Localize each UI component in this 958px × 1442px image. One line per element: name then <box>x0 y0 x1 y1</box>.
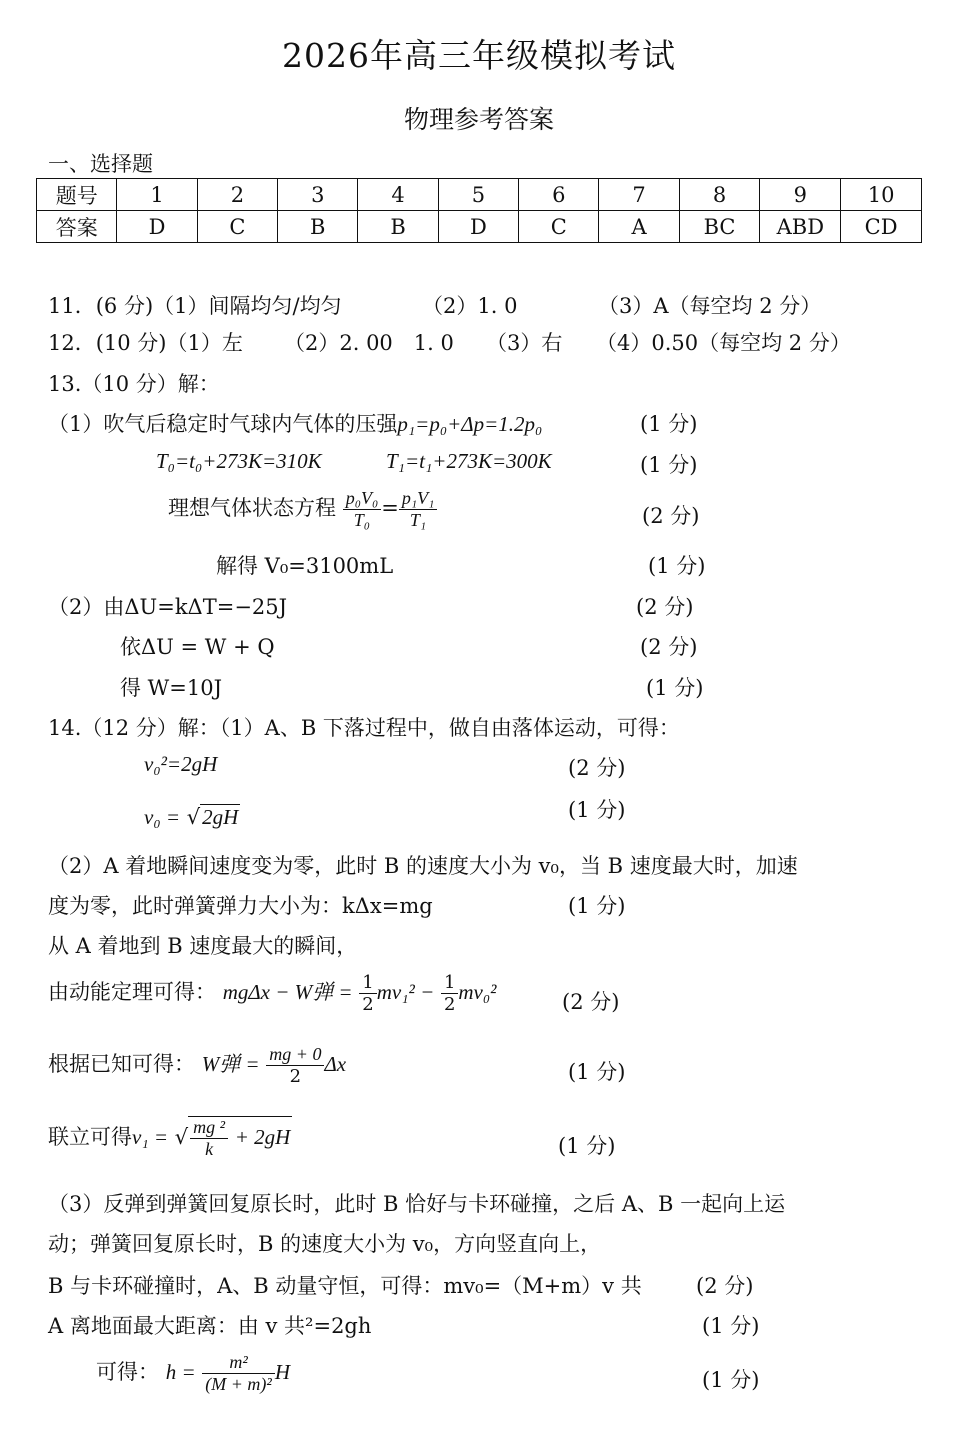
q14-p3-line4-score: (1 分) <box>702 1314 760 1338</box>
equals-sign: = <box>381 496 399 520</box>
table-cell: 2 <box>197 179 277 211</box>
q14-w-text: 根据已知可得： <box>48 1052 195 1076</box>
fraction-numerator: p₁V₁ <box>399 488 438 510</box>
q13-line1 <box>48 408 542 438</box>
table-cell: 9 <box>760 179 841 211</box>
fraction-numerator: mg + 0 <box>266 1044 324 1066</box>
q12-part3: （3）右 <box>486 331 563 355</box>
q14-line1-eq: v₀²=2gH <box>144 752 218 776</box>
fraction-denominator: k <box>205 1139 214 1159</box>
fraction <box>266 1044 324 1087</box>
fraction-numerator: 1 <box>359 972 376 994</box>
q14-v1-tail: + 2gH <box>234 1125 291 1149</box>
q13-line1-score: (1 分) <box>640 412 698 436</box>
q14-v1-line: 联立可得v₁ = √ $\frac{\text{mg ²}}{k}$ + 2gH <box>48 1117 291 1159</box>
q14-h-text: 可得： <box>96 1360 159 1384</box>
fraction-denominator: 2 <box>289 1066 302 1087</box>
table-cell: ABD <box>760 211 841 243</box>
fraction-denominator: 2 <box>443 994 456 1015</box>
page-title: 2026年高三年级模拟考试 <box>282 36 676 75</box>
q13-line5: （2）由ΔU=kΔT=−25J <box>48 595 288 619</box>
table-cell: 4 <box>358 179 438 211</box>
fraction-numerator: mg ² <box>190 1117 228 1139</box>
q14-h-lhs: h = <box>165 1360 196 1384</box>
table-cell: D <box>438 211 518 243</box>
fraction <box>441 972 458 1015</box>
q14-v1-score: (1 分) <box>558 1134 616 1158</box>
sqrt-radicand <box>188 1116 292 1160</box>
q13-line6-score: (2 分) <box>640 635 698 659</box>
table-cell: 3 <box>278 179 358 211</box>
q14-line2: v₀ = √2gH <box>144 805 239 829</box>
fraction <box>202 1352 275 1395</box>
q14-p3-line2: 动；弹簧回复原长时，B 的速度大小为 v₀，方向竖直向上， <box>48 1232 602 1256</box>
q14-ke-mv0: mv₀² <box>458 980 497 1004</box>
q14-w-line <box>48 1044 346 1087</box>
fraction-denominator: 2 <box>362 994 374 1015</box>
q13-line1-eq: p₁=p₀+Δp=1.2p₀ <box>397 412 543 436</box>
q14-line1-score: (2 分) <box>568 756 626 780</box>
fraction <box>343 488 382 531</box>
answer-table <box>36 178 922 243</box>
q13-line4: 解得 V₀=3100mL <box>216 554 394 578</box>
q14-p2-line3: 从 A 着地到 B 速度最大的瞬间， <box>48 934 358 958</box>
table-cell: C <box>519 211 599 243</box>
q14-ke-mv1: mv₁² − <box>376 980 435 1004</box>
q12-head: 12．(10 分)（1）左 <box>48 331 243 355</box>
table-cell: 8 <box>679 179 760 211</box>
fraction-denominator: T₀ <box>353 510 371 530</box>
q14-line2-score: (1 分) <box>568 798 626 822</box>
q14-v1-text: 联立可得 <box>48 1125 132 1149</box>
q14-w-score: (1 分) <box>568 1060 626 1084</box>
q13-head: 13.（10 分）解： <box>48 372 220 396</box>
table-cell: 题号 <box>37 179 117 211</box>
table-cell: B <box>278 211 358 243</box>
q14-w-tail: Δx <box>324 1052 347 1076</box>
q12-part2: （2）2. 00 1. 0 <box>284 331 454 355</box>
q13-line1-text: （1）吹气后稳定时气球内气体的压强 <box>48 412 398 436</box>
fraction-denominator: T₁ <box>409 510 427 530</box>
fraction-denominator: (M + m)² <box>205 1374 272 1394</box>
q13-line3 <box>168 488 437 531</box>
section-heading: 一、选择题 <box>48 152 153 176</box>
q14-line2-radicand: 2gH <box>202 805 239 829</box>
q11-part2: （2）1. 0 <box>422 294 518 318</box>
q13-line2-eq-a: T₀=t₀+273K=310K <box>156 449 322 473</box>
q14-ke-text: 由动能定理可得： <box>48 980 216 1004</box>
q13-line2-score: (1 分) <box>640 453 698 477</box>
table-cell: B <box>358 211 438 243</box>
q14-h-score: (1 分) <box>702 1368 760 1392</box>
q14-p2-line2: 度为零，此时弹簧弹力大小为：kΔx=mg <box>48 894 433 918</box>
q13-line4-score: (1 分) <box>648 554 706 578</box>
q14-p3-line3: B 与卡环碰撞时，A、B 动量守恒，可得：mv₀=（M+m）v 共 <box>48 1274 642 1298</box>
table-cell: CD <box>841 211 922 243</box>
table-cell: 10 <box>841 179 922 211</box>
fraction <box>399 488 438 531</box>
q14-p2-line2-score: (1 分) <box>568 894 626 918</box>
q12-part4: （4）0.50（每空均 2 分） <box>596 331 851 355</box>
q14-line2-lhs: v₀ = <box>144 805 181 829</box>
q13-line7: 得 W=10J <box>120 676 222 700</box>
q14-p3-line1: （3）反弹到弹簧回复原长时，此时 B 恰好与卡环碰撞，之后 A、B 一起向上运 <box>48 1192 786 1216</box>
q13-line2-eq-b: T₁=t₁+273K=300K <box>386 449 552 473</box>
table-cell: 5 <box>438 179 518 211</box>
table-cell: C <box>197 211 277 243</box>
table-cell: 答案 <box>37 211 117 243</box>
q13-line7-score: (1 分) <box>646 676 704 700</box>
table-cell: 6 <box>519 179 599 211</box>
q14-head: 14.（12 分）解：（1）A、B 下落过程中，做自由落体运动，可得： <box>48 716 680 740</box>
q14-p3-line4: A 离地面最大距离：由 v 共²=2gh <box>48 1314 372 1338</box>
q13-line6: 依ΔU = W + Q <box>120 635 275 659</box>
fraction-numerator: p₀V₀ <box>343 488 382 510</box>
q14-ke-lhs: mgΔx − W弹 = <box>222 980 353 1004</box>
q14-v1-lhs: v₁ = <box>132 1125 169 1149</box>
q14-p3-line3-score: (2 分) <box>696 1274 754 1298</box>
q14-ke-line <box>48 972 496 1015</box>
table-cell: A <box>599 211 679 243</box>
q14-w-lhs: W弹 = <box>201 1052 260 1076</box>
fraction-numerator: m² <box>202 1352 275 1374</box>
table-cell: BC <box>679 211 760 243</box>
table-cell: 7 <box>599 179 679 211</box>
table-cell: 1 <box>117 179 197 211</box>
table-row <box>37 179 922 211</box>
table-row <box>37 211 922 243</box>
q13-line2a <box>156 449 322 474</box>
q13-line2b <box>386 449 552 474</box>
fraction <box>359 972 376 1015</box>
q14-p2-line1: （2）A 着地瞬间速度变为零，此时 B 的速度大小为 v₀，当 B 速度最大时，加速 <box>48 854 798 878</box>
fraction-numerator: 1 <box>441 972 458 994</box>
q13-line3-score: (2 分) <box>642 504 700 528</box>
fraction <box>190 1117 228 1160</box>
q13-line5-score: (2 分) <box>636 595 694 619</box>
q13-line3-text: 理想气体状态方程 <box>168 496 336 520</box>
q11-part3: （3）A（每空均 2 分） <box>598 294 822 318</box>
q14-ke-score: (2 分) <box>562 990 620 1014</box>
page-subtitle: 物理参考答案 <box>403 105 554 134</box>
q11-head: 11．(6 分)（1）间隔均匀/均匀 <box>48 294 342 318</box>
q14-line1 <box>144 752 217 777</box>
q14-h-tail: H <box>274 1360 290 1384</box>
q14-h-line <box>96 1352 290 1395</box>
table-cell: D <box>117 211 197 243</box>
